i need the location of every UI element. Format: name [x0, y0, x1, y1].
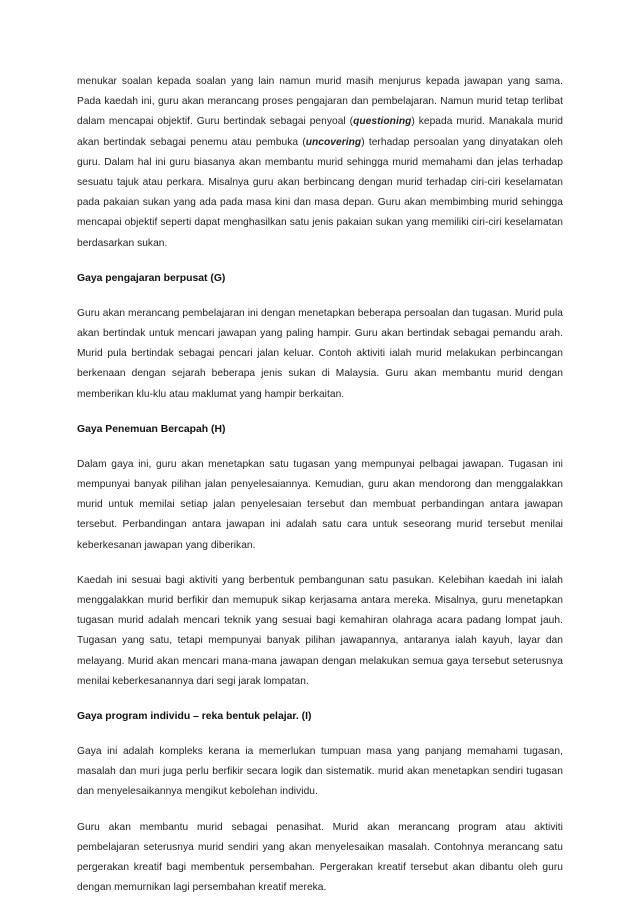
paragraph-h-1: Dalam gaya ini, guru akan menetapkan satu tugasan yang mempunyai pelbagai jawapan. Tugasan ini mempunyai banyak pilihan jalan penyelesaiannya. Kemudian, guru akan mendorong dan menggalakkan murid untuk memilai setiap jalan penyelesaian tersebut dan membuat perbandingan antara jawapan tersebut. Perbandingan antara jawapan ini adalah satu cara untuk seseorang murid tersebut menilai keberkesanan jawapan yang diberikan.	[77, 458, 563, 551]
heading-gaya-penemuan-bercapah: Gaya Penemuan Bercapah (H)	[77, 423, 226, 435]
paragraph-h-2: Kaedah ini sesuai bagi aktiviti yang berbentuk pembangunan satu pasukan. Kelebihan kaedah ini ialah menggalakkan murid berfikir dan memupuk sikap kerjasama antara mereka. Misalnya, guru menetapkan tugasan murid adalah mencari teknik yang sesuai bagi kemahiran olahraga acara padang lompat jauh. Tugasan yang satu, tetapi mempunyai banyak pilihan jawapannya, antaranya ialah kayuh, layar dan melayang. Murid akan mencari mana-mana jawapan dengan melakukan semua gaya tersebut seterusnya menilai keberkesanannya dari segi jarak lompatan.	[77, 574, 563, 687]
intro-text-2: ) kepada murid. Manakala murid akan bertindak sebagai penemu atau pembuka (	[77, 116, 564, 148]
intro-text-1: menukar soalan kepada soalan yang lain namun murid masih menjurus kepada jawapan yang sama. Pada kaedah ini, guru akan merancang proses pengajaran dan pembelajaran. Namun murid tetap terlibat dalam mencapai objektif. Guru bertindak sebagai penyoal (	[77, 76, 563, 128]
heading-gaya-program-individu: Gaya program individu – reka bentuk pelajar. (I)	[77, 711, 312, 723]
term-uncovering: uncovering	[305, 136, 362, 148]
heading-gaya-pengajaran-berpusat: Gaya pengajaran berpusat (G)	[77, 272, 226, 284]
intro-paragraph	[77, 72, 563, 254]
paragraph-i-2: Guru akan membantu murid sebagai penasihat. Murid akan merancang program atau aktiviti pembelajaran seterusnya murid sendiri yang akan menyelesaikan masalah. Contohnya merancang satu pergerakan kreatif bagi membentuk persembahan. Pergerakan kreatif tersebut akan dibantu oleh guru dengan memurnikan lagi persembahan kreatif mereka.	[77, 821, 563, 894]
intro-text-3: ) terhadap persoalan yang dinyatakan oleh guru. Dalam hal ini guru biasanya akan membantu murid sehingga murid memahami dan jelas terhadap sesuatu tajuk atau perkara. Misalnya guru akan berbincang dengan murid terhadap ciri-ciri keselamatan pada pakaian sukan yang ada pada masa kini dan masa depan. Guru akan membimbing murid sehingga mencapai objektif seperti dapat menghasilkan satu jenis pakaian sukan yang memiliki ciri-ciri keselamatan berdasarkan sukan.	[77, 136, 563, 249]
paragraph-i-1: Gaya ini adalah kompleks kerana ia memerlukan tumpuan masa yang panjang memahami tugasan, masalah dan muri juga perlu berfikir secara logik dan sistematik. murid akan menetapkan sendiri tugasan dan menyelesaikannya mengikut kebolehan individu.	[77, 746, 563, 798]
term-questioning: questioning	[353, 116, 412, 128]
paragraph-g-1: Guru akan merancang pembelajaran ini dengan menetapkan beberapa persoalan dan tugasan. Murid pula akan bertindak untuk mencari jawapan yang paling hampir. Guru akan bertindak sebagai pemandu arah. Murid pula bertindak sebagai pencari jalan keluar. Contoh aktiviti ialah murid melakukan perbincangan berkenaan dengan sejarah beberapa jenis sukan di Malaysia. Guru akan membantu murid dengan memberikan klu-klu atau maklumat yang hampir berkaitan.	[77, 307, 563, 400]
document-page	[77, 72, 563, 899]
